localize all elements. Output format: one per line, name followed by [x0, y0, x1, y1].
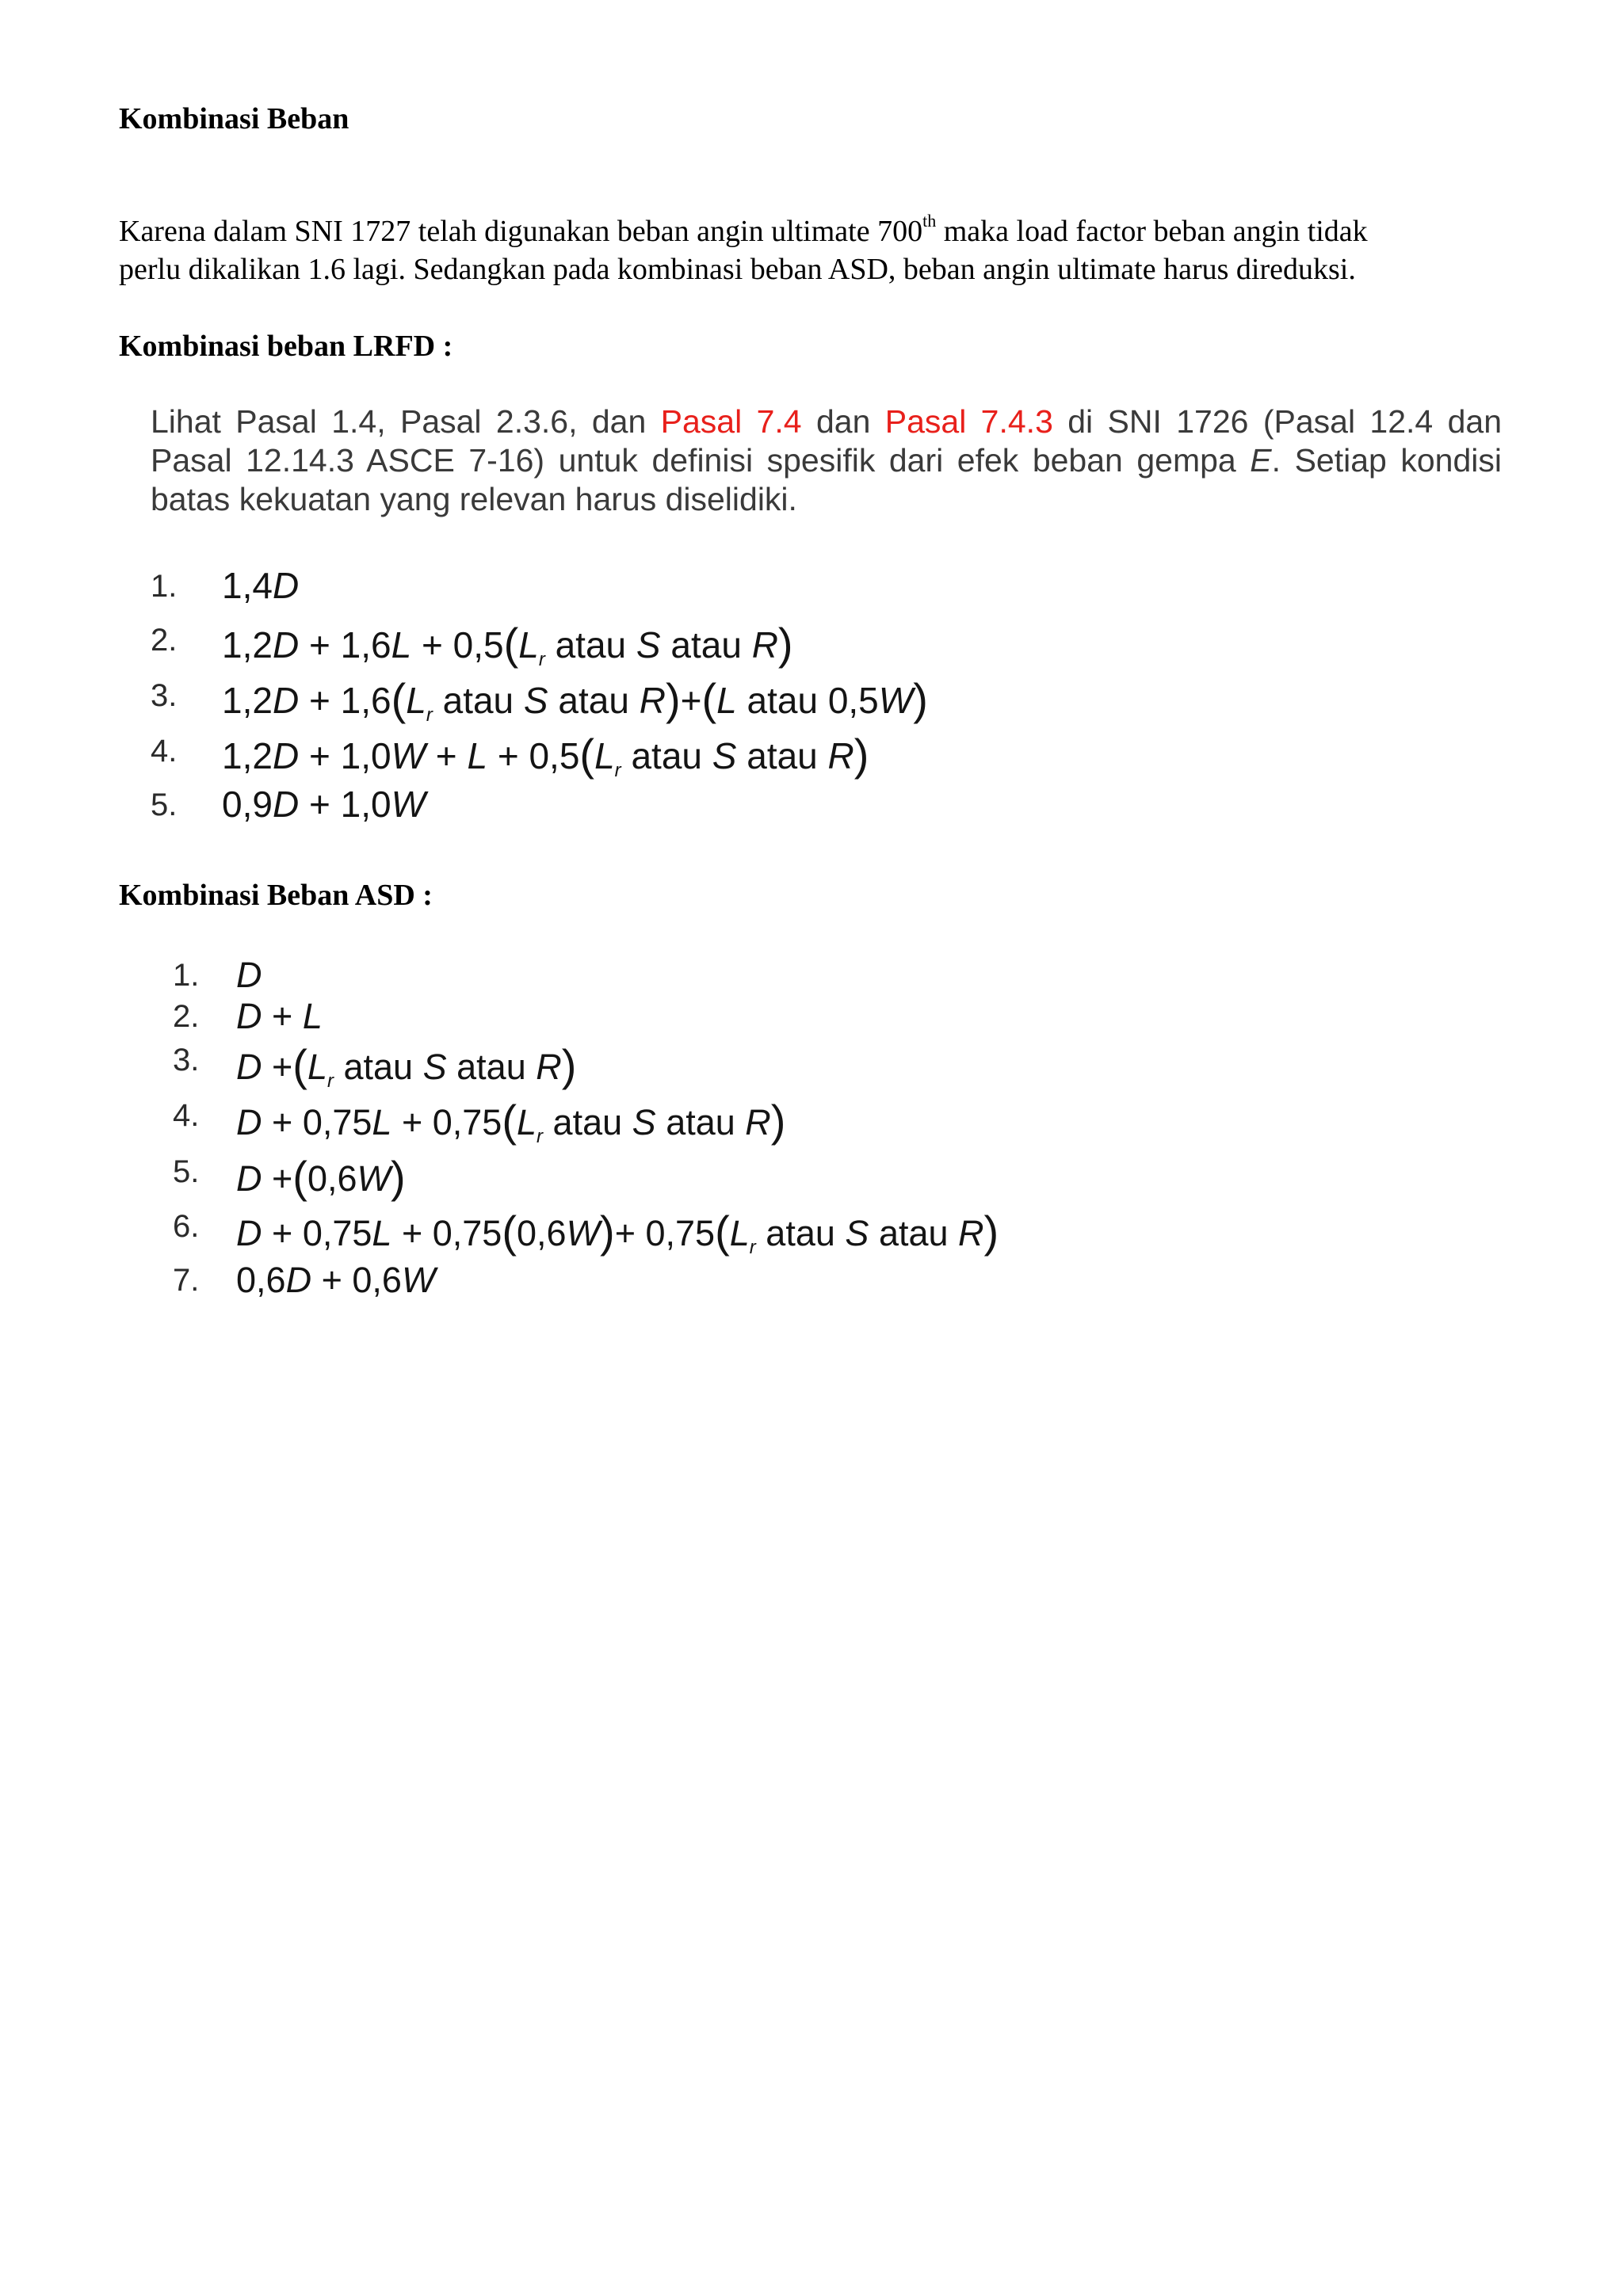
intro-text: maka load factor beban angin tidak: [936, 215, 1368, 248]
list-number: 5.: [173, 1154, 200, 1189]
formula: 0,9D + 1,0W: [222, 784, 426, 825]
list-number: 1.: [173, 958, 200, 993]
formula: D +(0,6W): [236, 1152, 406, 1202]
intro-line-1: [119, 212, 1514, 250]
excerpt-text: . Setiap kondisi batas kekuatan yang relevan harus diselidiki.: [151, 442, 1502, 517]
formula: D + L: [236, 996, 323, 1036]
formula: $D + 0,75L + 0,75(0,6W)+ 0,75(L_r$ atau S atau R): [236, 1207, 999, 1258]
formula: D: [236, 955, 262, 995]
list-number: 3.: [151, 678, 178, 713]
excerpt-text: Lihat Pasal 1.4, Pasal 2.3.6, dan: [151, 403, 661, 440]
link-pasal-7-4[interactable]: Pasal 7.4: [660, 403, 802, 440]
intro-paragraph: [119, 212, 1514, 288]
intro-line-2: perlu dikalikan 1.6 lagi. Sedangkan pada kombinasi beban ASD, beban angin ultimate harus direduksi.: [119, 253, 1356, 286]
formula: 0,6D + 0,6W: [236, 1260, 436, 1300]
standard-excerpt: [151, 402, 1502, 519]
list-number: 4.: [151, 734, 178, 769]
list-number: 3.: [173, 1043, 200, 1077]
intro-text: Karena dalam SNI 1727 telah digunakan beban angin ultimate 700: [119, 215, 923, 248]
page-title: Kombinasi Beban: [119, 102, 349, 135]
lrfd-heading: Kombinasi beban LRFD :: [119, 330, 453, 363]
list-number: 7.: [173, 1263, 200, 1298]
list-number: 2.: [173, 999, 200, 1034]
formula: 1,4D: [222, 565, 300, 606]
list-number: 5.: [151, 788, 178, 822]
link-pasal-7-4-3[interactable]: Pasal 7.4.3: [884, 403, 1053, 440]
list-number: 4.: [173, 1098, 200, 1133]
excerpt-text: di SNI 1726 (Pasal 12.4 dan Pasal 12.14.3 ASCE 7-16) untuk definisi spesifik dari efek beban gempa: [151, 403, 1503, 479]
formula: $D + 0,75L + 0,75(L_r$ atau S atau R): [236, 1096, 786, 1147]
list-number: 1.: [151, 569, 178, 604]
formula: $1,2D + 1,6L + 0,5(L_r$ atau S atau R): [222, 619, 793, 670]
list-number: 2.: [151, 623, 178, 658]
list-number: 6.: [173, 1209, 200, 1244]
formula: $1,2D + 1,0W + L + 0,5(L_r$ atau S atau R): [222, 730, 869, 781]
superscript: th: [922, 211, 937, 231]
asd-heading: Kombinasi Beban ASD :: [119, 879, 433, 912]
excerpt-text: dan: [801, 403, 885, 440]
symbol-E: E: [1250, 442, 1272, 479]
formula: $1,2D + 1,6(L_r$ atau S atau R)+(L atau 0,5W): [222, 674, 928, 726]
formula: $D +(L_r$ atau S atau R): [236, 1040, 577, 1092]
